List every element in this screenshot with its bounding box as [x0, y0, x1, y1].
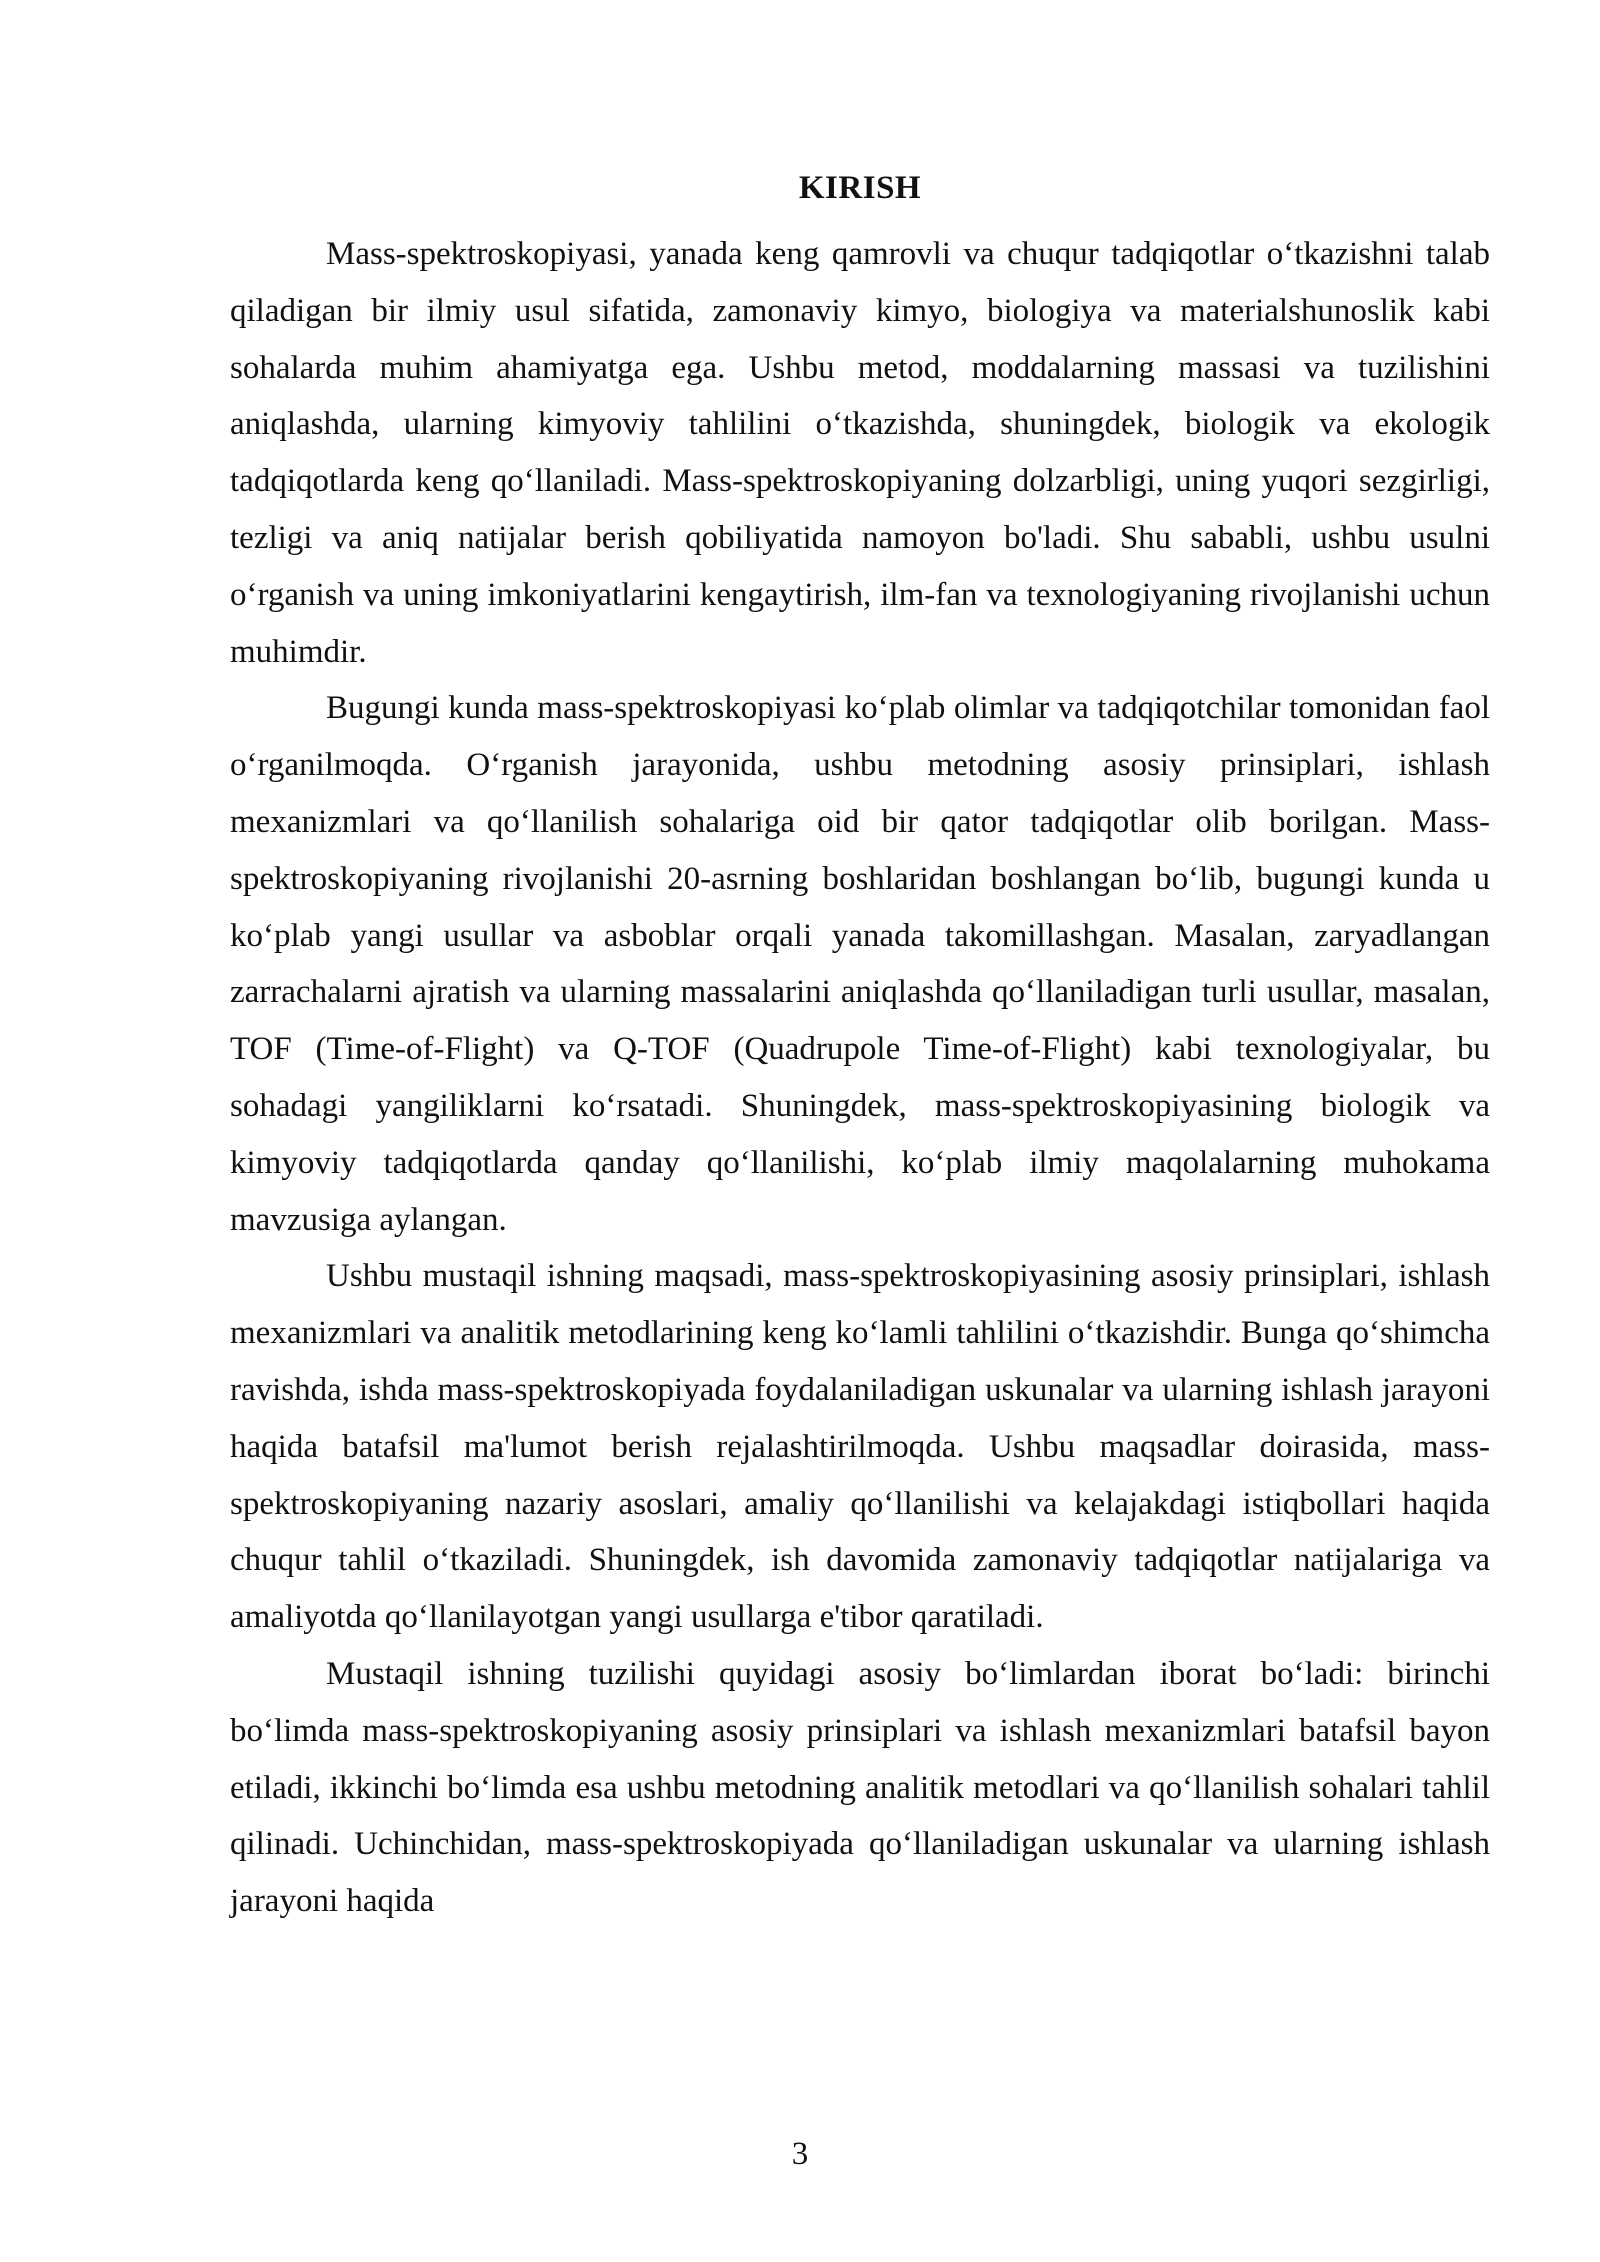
page-content [230, 160, 1490, 1930]
paragraph-3: Ushbu mustaqil ishning maqsadi, mass-spektroskopiyasining asosiy prinsiplari, ishlash mexanizmlari va analitik metodlarining keng ko‘lamli tahlilini o‘tkazishdir. Bunga qo‘shimcha ravishda, ishda mass-spektroskopiyada foydalaniladigan uskunalar va ularning ishlash jarayoni haqida batafsil ma'lumot berish rejalashtirilmoqda. Ushbu maqsadlar doirasida, mass-spektroskopiyaning nazariy asoslari, amaliy qo‘llanilishi va kelajakdagi istiqbollari haqida chuqur tahlil o‘tkaziladi. Shuningdek, ish davomida zamonaviy tadqiqotlar natijalariga va amaliyotda qo‘llanilayotgan yangi usullarga e'tibor qaratiladi. [230, 1258, 1490, 1636]
paragraph-2: Bugungi kunda mass-spektroskopiyasi ko‘plab olimlar va tadqiqotchilar tomonidan faol o‘rganilmoqda. O‘rganish jarayonida, ushbu metodning asosiy prinsiplari, ishlash mexanizmlari va qo‘llanilish sohalariga oid bir qator tadqiqotlar olib borilgan. Mass-spektroskopiyaning rivojlanishi 20-asrning boshlaridan boshlangan bo‘lib, bugungi kunda u ko‘plab yangi usullar va asboblar orqali yanada takomillashgan. Masalan, zaryadlangan zarrachalarni ajratish va ularning massalarini aniqlashda qo‘llaniladigan turli usullar, masalan, TOF (Time-of-Flight) va Q-TOF (Quadrupole Time-of-Flight) kabi texnologiyalar, bu sohadagi yangiliklarni ko‘rsatadi. Shuningdek, mass-spektroskopiyasining biologik va kimyoviy tadqiqotlarda qanday qo‘llanilishi, ko‘plab ilmiy maqolalarning muhokama mavzusiga aylangan. [230, 690, 1490, 1238]
page-title: KIRISH [798, 170, 922, 206]
paragraph-1: Mass-spektroskopiyasi, yanada keng qamrovli va chuqur tadqiqotlar o‘tkazishni talab qiladigan bir ilmiy usul sifatida, zamonaviy kimyo, biologiya va materialshunoslik kabi sohalarda muhim ahamiyatga ega. Ushbu metod, moddalarning massasi va tuzilishini aniqlashda, ularning kimyoviy tahlilini o‘tkazishda, shuningdek, biologik va ekologik tadqiqotlarda keng qo‘llaniladi. Mass-spektroskopiyaning dolzarbligi, uning yuqori sezgirligi, tezligi va aniq natijalar berish qobiliyatida namoyon bo'ladi. Shu sababli, ushbu usulni o‘rganish va uning imkoniyatlarini kengaytirish, ilm-fan va texnologiyaning rivojlanishi uchun muhimdir. [230, 236, 1490, 670]
page-number: 3 [791, 2136, 809, 2172]
paragraph-4: Mustaqil ishning tuzilishi quyidagi asosiy bo‘limlardan iborat bo‘ladi: birinchi bo‘limda mass-spektroskopiyaning asosiy prinsiplari va ishlash mexanizmlari batafsil bayon etiladi, ikkinchi bo‘limda esa ushbu metodning analitik metodlari va qo‘llanilish sohalari tahlil qilinadi. Uchinchidan, mass-spektroskopiyada qo‘llaniladigan uskunalar va ularning ishlash jarayoni haqida [230, 1655, 1490, 1920]
